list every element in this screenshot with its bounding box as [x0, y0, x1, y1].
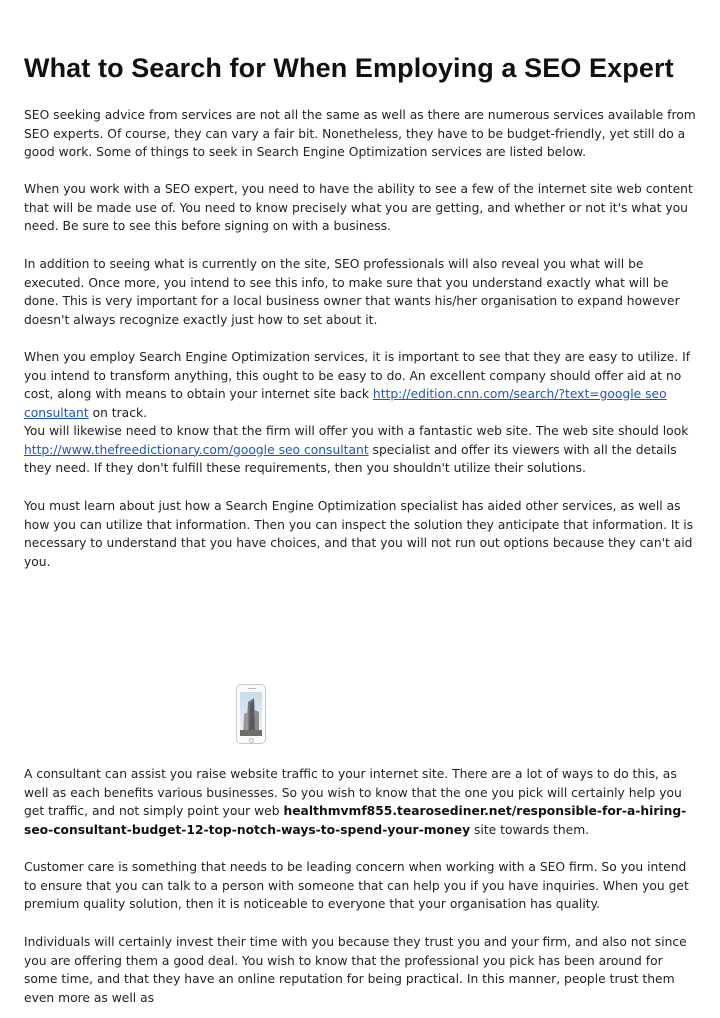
paragraph-text: When you employ Search Engine Optimization services, it is important to see that they are easy to utilize. If you intend to transform anything, this ought to be easy to do. An excellent company should offer aid at no cost, along with means to obtain your internet site back	[24, 350, 691, 401]
paragraph-easy-to-utilize	[24, 348, 696, 422]
paragraph-trust: Individuals will certainly invest their time with you because they trust you and your firm, and also not since you are offering them a good deal. You wish to know that the professional you pick has been around for some time, and that they have an online reputation for being practical. In this manner, people trust them even more as well as	[24, 935, 687, 1005]
paragraph-text: specialist and offer its viewers with all the details they need. If they don't fulfill these requirements, then you shouldn't utilize their solutions.	[24, 442, 677, 475]
paragraph-intro: SEO seeking advice from services are not all the same as well as there are numerous services available from SEO experts. Of course, they can vary a fair bit. Nonetheless, they have to be budget-friendly, yet still do a good work. Some of things to seek in Search Engine Optimization services are listed below.	[24, 108, 696, 159]
phone-screen-photo	[240, 692, 262, 736]
skyscraper-illustration	[240, 692, 262, 736]
paragraph-what-will-be-done: In addition to seeing what is currently on the site, SEO professionals will also reveal you what will be executed. Once more, you intend to see this info, to make sure that you understand exactly what will be done. This is very important for a local business owner that wants his/her organisation to expand however doesn't always recognize exactly just how to set about it.	[24, 257, 680, 327]
paragraph-raise-traffic	[24, 765, 696, 839]
paragraph-web-content: When you work with a SEO expert, you need to have the ability to see a few of the internet site web content that will be made use of. You need to know precisely what you are getting, and whether or not it's what you need. Be sure to see this before signing on with a business.	[24, 182, 693, 233]
bold-site-url: healthmvmf855.tearosediner.net/responsible-for-a-hiring-seo-consultant-budget-12-top-notch-ways-to-spend-your-money	[24, 804, 687, 837]
paragraph-text: on track.	[88, 405, 148, 420]
paragraph-learn-about: You must learn about just how a Search Engine Optimization specialist has aided other services, as well as how you can utilize that information. Then you can inspect the solution they anticipate that information. It is necessary to understand that you have choices, and that you will not run out options because they can't aid you.	[24, 499, 694, 569]
phone-home-button	[249, 738, 254, 743]
cnn-search-link[interactable]: http://edition.cnn.com/search/?text=google seo consultant	[24, 387, 667, 420]
paragraph-fantastic-website	[24, 422, 696, 478]
phone-speaker	[248, 688, 256, 689]
paragraph-text: You will likewise need to know that the firm will offer you with a fantastic web site. The web site should look	[24, 424, 689, 438]
phone-image	[236, 684, 266, 744]
page-title: What to Search for When Employing a SEO Expert	[24, 53, 674, 83]
freedictionary-link[interactable]: http://www.thefreedictionary.com/google seo consultant	[24, 442, 369, 457]
paragraph-text: A consultant can assist you raise website traffic to your internet site. There are a lot of ways to do this, as well as each benefits various businesses. So you wish to know that the one you pick will certainly help you get traffic, and not simply point your web	[24, 767, 682, 818]
paragraph-text: site towards them.	[470, 822, 590, 837]
paragraph-customer-care: Customer care is something that needs to be leading concern when working with a SEO firm. So you intend to ensure that you can talk to a person with someone that can help you if you have inquiries. When you get premium quality solution, then it is noticeable to everyone that your organisation has quality.	[24, 860, 689, 911]
